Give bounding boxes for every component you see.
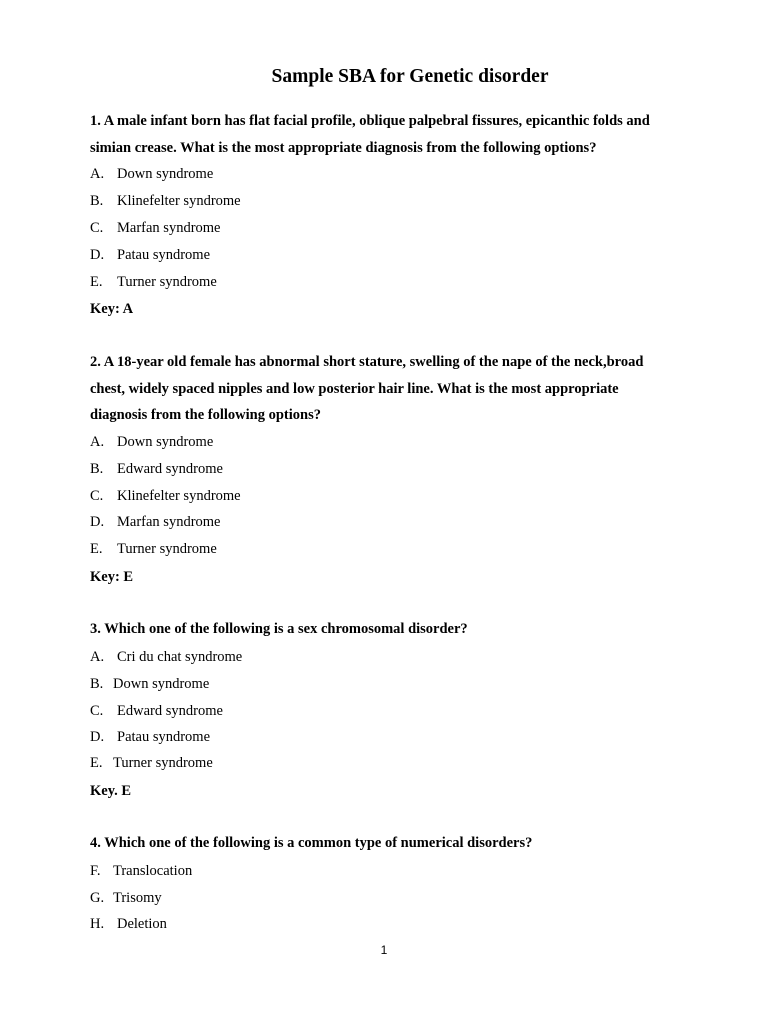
question-1-option-b: [90, 191, 241, 211]
option-letter: B.: [90, 461, 104, 477]
option-text: Translocation: [113, 863, 193, 879]
question-line: simian crease. What is the most appropriate diagnosis from the following options?: [90, 139, 597, 156]
question-1-option-c: [90, 218, 220, 238]
option-text: Down syndrome: [117, 434, 214, 450]
question-1-stem: [90, 108, 690, 161]
option-letter: B.: [90, 676, 104, 692]
option-letter: C.: [90, 703, 104, 719]
option-letter: C.: [90, 220, 104, 236]
question-3-stem: [90, 616, 690, 643]
option-letter: E.: [90, 274, 103, 290]
question-3-option-d: [90, 727, 210, 747]
question-2-key: Key: E: [90, 569, 134, 585]
option-text: Edward syndrome: [117, 703, 223, 719]
option-text: Edward syndrome: [117, 461, 223, 477]
question-1-key: Key: A: [90, 301, 134, 317]
question-line: diagnosis from the following options?: [90, 407, 321, 424]
question-3-option-e: [90, 753, 213, 773]
page-number: 1: [380, 943, 388, 957]
option-letter: D.: [90, 514, 105, 530]
question-2-stem: [90, 349, 690, 429]
question-line: 3. Which one of the following is a sex chromosomal disorder?: [90, 621, 468, 637]
option-letter: G.: [90, 890, 105, 906]
question-4-stem: [90, 830, 690, 857]
question-1-option-a: [90, 164, 213, 184]
option-text: Patau syndrome: [117, 729, 211, 745]
option-text: Down syndrome: [113, 676, 210, 692]
question-2-option-c: [90, 486, 241, 506]
question-4-option-f: [90, 861, 192, 881]
option-letter: F.: [90, 863, 101, 879]
option-text: Trisomy: [113, 890, 162, 906]
option-text: Turner syndrome: [117, 541, 217, 557]
option-text: Down syndrome: [117, 166, 214, 182]
question-3-option-c: [90, 701, 223, 721]
option-text: Turner syndrome: [117, 274, 217, 290]
option-text: Deletion: [117, 916, 167, 932]
question-1-option-e: [90, 272, 217, 292]
question-3-option-b: [90, 674, 209, 694]
question-2-option-e: [90, 539, 217, 559]
option-letter: D.: [90, 247, 105, 263]
option-letter: D.: [90, 729, 105, 745]
document-title: Sample SBA for Genetic disorder: [271, 66, 549, 87]
question-4-option-g: [90, 888, 162, 908]
question-line: 1. A male infant born has flat facial profile, oblique palpebral fissures, epicanthic folds and: [90, 113, 650, 129]
option-text: Klinefelter syndrome: [117, 488, 241, 504]
question-3-option-a: [90, 647, 242, 667]
option-text: Marfan syndrome: [117, 514, 221, 530]
question-4-option-h: [90, 914, 167, 934]
option-letter: A.: [90, 434, 105, 450]
option-text: Marfan syndrome: [117, 220, 221, 236]
option-text: Cri du chat syndrome: [117, 649, 243, 665]
question-2-option-b: [90, 459, 223, 479]
option-letter: H.: [90, 916, 105, 932]
question-1-option-d: [90, 245, 210, 265]
question-line: 2. A 18-year old female has abnormal short stature, swelling of the nape of the neck,broad: [90, 354, 644, 370]
question-line: 4. Which one of the following is a common type of numerical disorders?: [90, 835, 533, 851]
option-letter: B.: [90, 193, 104, 209]
option-letter: E.: [90, 541, 103, 557]
option-text: Klinefelter syndrome: [117, 193, 241, 209]
question-3-key: Key. E: [90, 783, 132, 799]
option-letter: C.: [90, 488, 104, 504]
option-letter: E.: [90, 755, 103, 771]
question-2-option-d: [90, 512, 220, 532]
question-line: chest, widely spaced nipples and low posterior hair line. What is the most appropriate: [90, 380, 619, 397]
option-text: Patau syndrome: [117, 247, 211, 263]
question-2-option-a: [90, 432, 213, 452]
option-letter: A.: [90, 649, 105, 665]
option-text: Turner syndrome: [113, 755, 213, 771]
option-letter: A.: [90, 166, 105, 182]
